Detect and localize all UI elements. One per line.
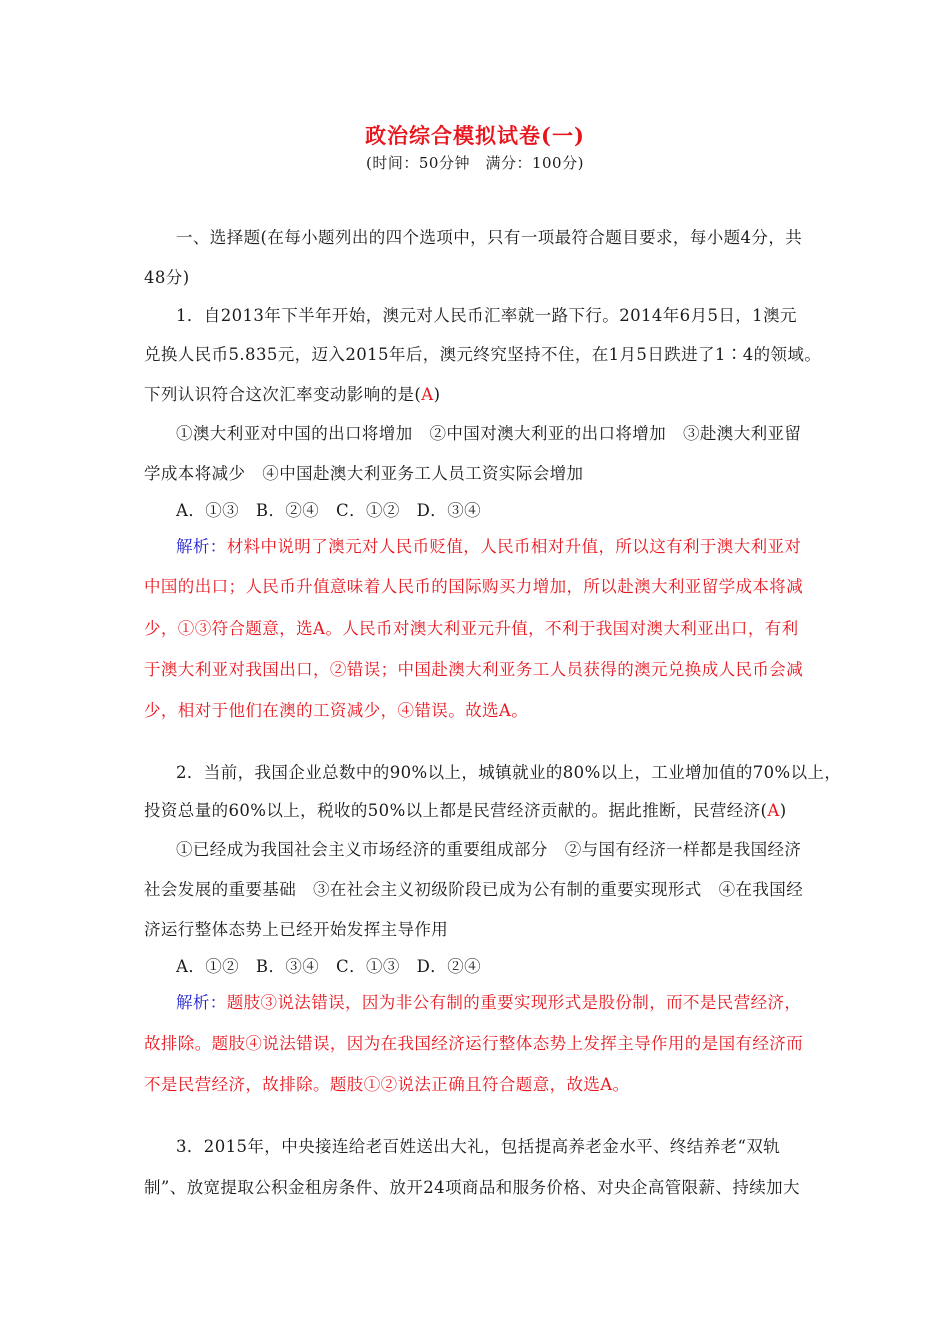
question-2-answer: A: [767, 801, 780, 820]
question-1-stem: 兑换人民币5.835元，迈入2015年后，澳元终究坚持不住，在1月5日跌进了1∶4的领域。: [144, 345, 822, 364]
question-1-stem-close: ): [433, 385, 441, 404]
question-2-analysis: 不是民营经济，故排除。题肢①②说法正确且符合题意，故选A。: [144, 1075, 630, 1094]
analysis-text: 题肢③说法错误，因为非公有制的重要实现形式是股份制，而不是民营经济，: [226, 993, 802, 1012]
question-1-analysis: 中国的出口；人民币升值意味着人民币的国际购买力增加，所以赴澳大利亚留学成本将减: [144, 577, 804, 596]
page-title: 政治综合模拟试卷(一): [365, 123, 585, 148]
question-1-analysis: 少，①③符合题意，选A。人民币对澳大利亚元升值，不利于我国对澳大利亚出口，有利: [144, 619, 799, 638]
section-heading-line: 48分): [144, 268, 190, 287]
question-1-options: 学成本将减少 ④中国赴澳大利亚务工人员工资实际会增加: [144, 464, 584, 483]
page-subtitle: (时间：50分钟 满分：100分): [366, 154, 584, 172]
question-2-analysis: [176, 993, 801, 1013]
question-1-answer: A: [421, 385, 434, 404]
analysis-text: 材料中说明了澳元对人民币贬值，人民币相对升值，所以这有利于澳大利亚对: [226, 537, 802, 556]
question-1-choices: A．①③ B．②④ C．①② D．③④: [176, 501, 481, 520]
question-2-stem: 2．当前，我国企业总数中的90%以上，城镇就业的80%以上，工业增加值的70%以上，: [176, 763, 842, 782]
question-1-stem: 1．自2013年下半年开始，澳元对人民币汇率就一路下行。2014年6月5日，1澳元: [176, 306, 797, 325]
question-2-stem: [144, 801, 787, 821]
question-3-stem: 3．2015年，中央接连给老百姓送出大礼，包括提高养老金水平、终结养老“双轨: [176, 1137, 781, 1156]
question-3-stem: 制”、放宽提取公积金租房条件、放开24项商品和服务价格、对央企高管限薪、持续加大: [144, 1178, 800, 1197]
question-1-analysis: 少，相对于他们在澳的工资减少，④错误。故选A。: [144, 701, 529, 720]
question-2-choices: A．①② B．③④ C．①③ D．②④: [176, 957, 481, 976]
question-2-analysis: 故排除。题肢④说法错误，因为在我国经济运行整体态势上发挥主导作用的是国有经济而: [144, 1034, 804, 1053]
analysis-label: 解析：: [176, 537, 227, 556]
question-1-analysis: [176, 537, 801, 557]
question-1-stem-text: 下列认识符合这次汇率变动影响的是(: [144, 385, 422, 404]
analysis-label: 解析：: [176, 993, 227, 1012]
question-2-options: ①已经成为我国社会主义市场经济的重要组成部分 ②与国有经济一样都是我国经济: [176, 840, 802, 859]
question-2-options: 社会发展的重要基础 ③在社会主义初级阶段已成为公有制的重要实现形式 ④在我国经: [144, 880, 804, 899]
question-1-stem: [144, 385, 440, 405]
section-heading-line: 一、选择题(在每小题列出的四个选项中，只有一项最符合题目要求，每小题4分，共: [176, 228, 803, 247]
question-2-stem-text: 投资总量的60%以上，税收的50%以上都是民营经济贡献的。据此推断，民营经济(: [144, 801, 768, 820]
question-2-stem-close: ): [779, 801, 787, 820]
question-2-options: 济运行整体态势上已经开始发挥主导作用: [144, 920, 449, 939]
question-1-options: ①澳大利亚对中国的出口将增加 ②中国对澳大利亚的出口将增加 ③赴澳大利亚留: [176, 424, 802, 443]
question-1-analysis: 于澳大利亚对我国出口，②错误；中国赴澳大利亚务工人员获得的澳元兑换成人民币会减: [144, 660, 804, 679]
